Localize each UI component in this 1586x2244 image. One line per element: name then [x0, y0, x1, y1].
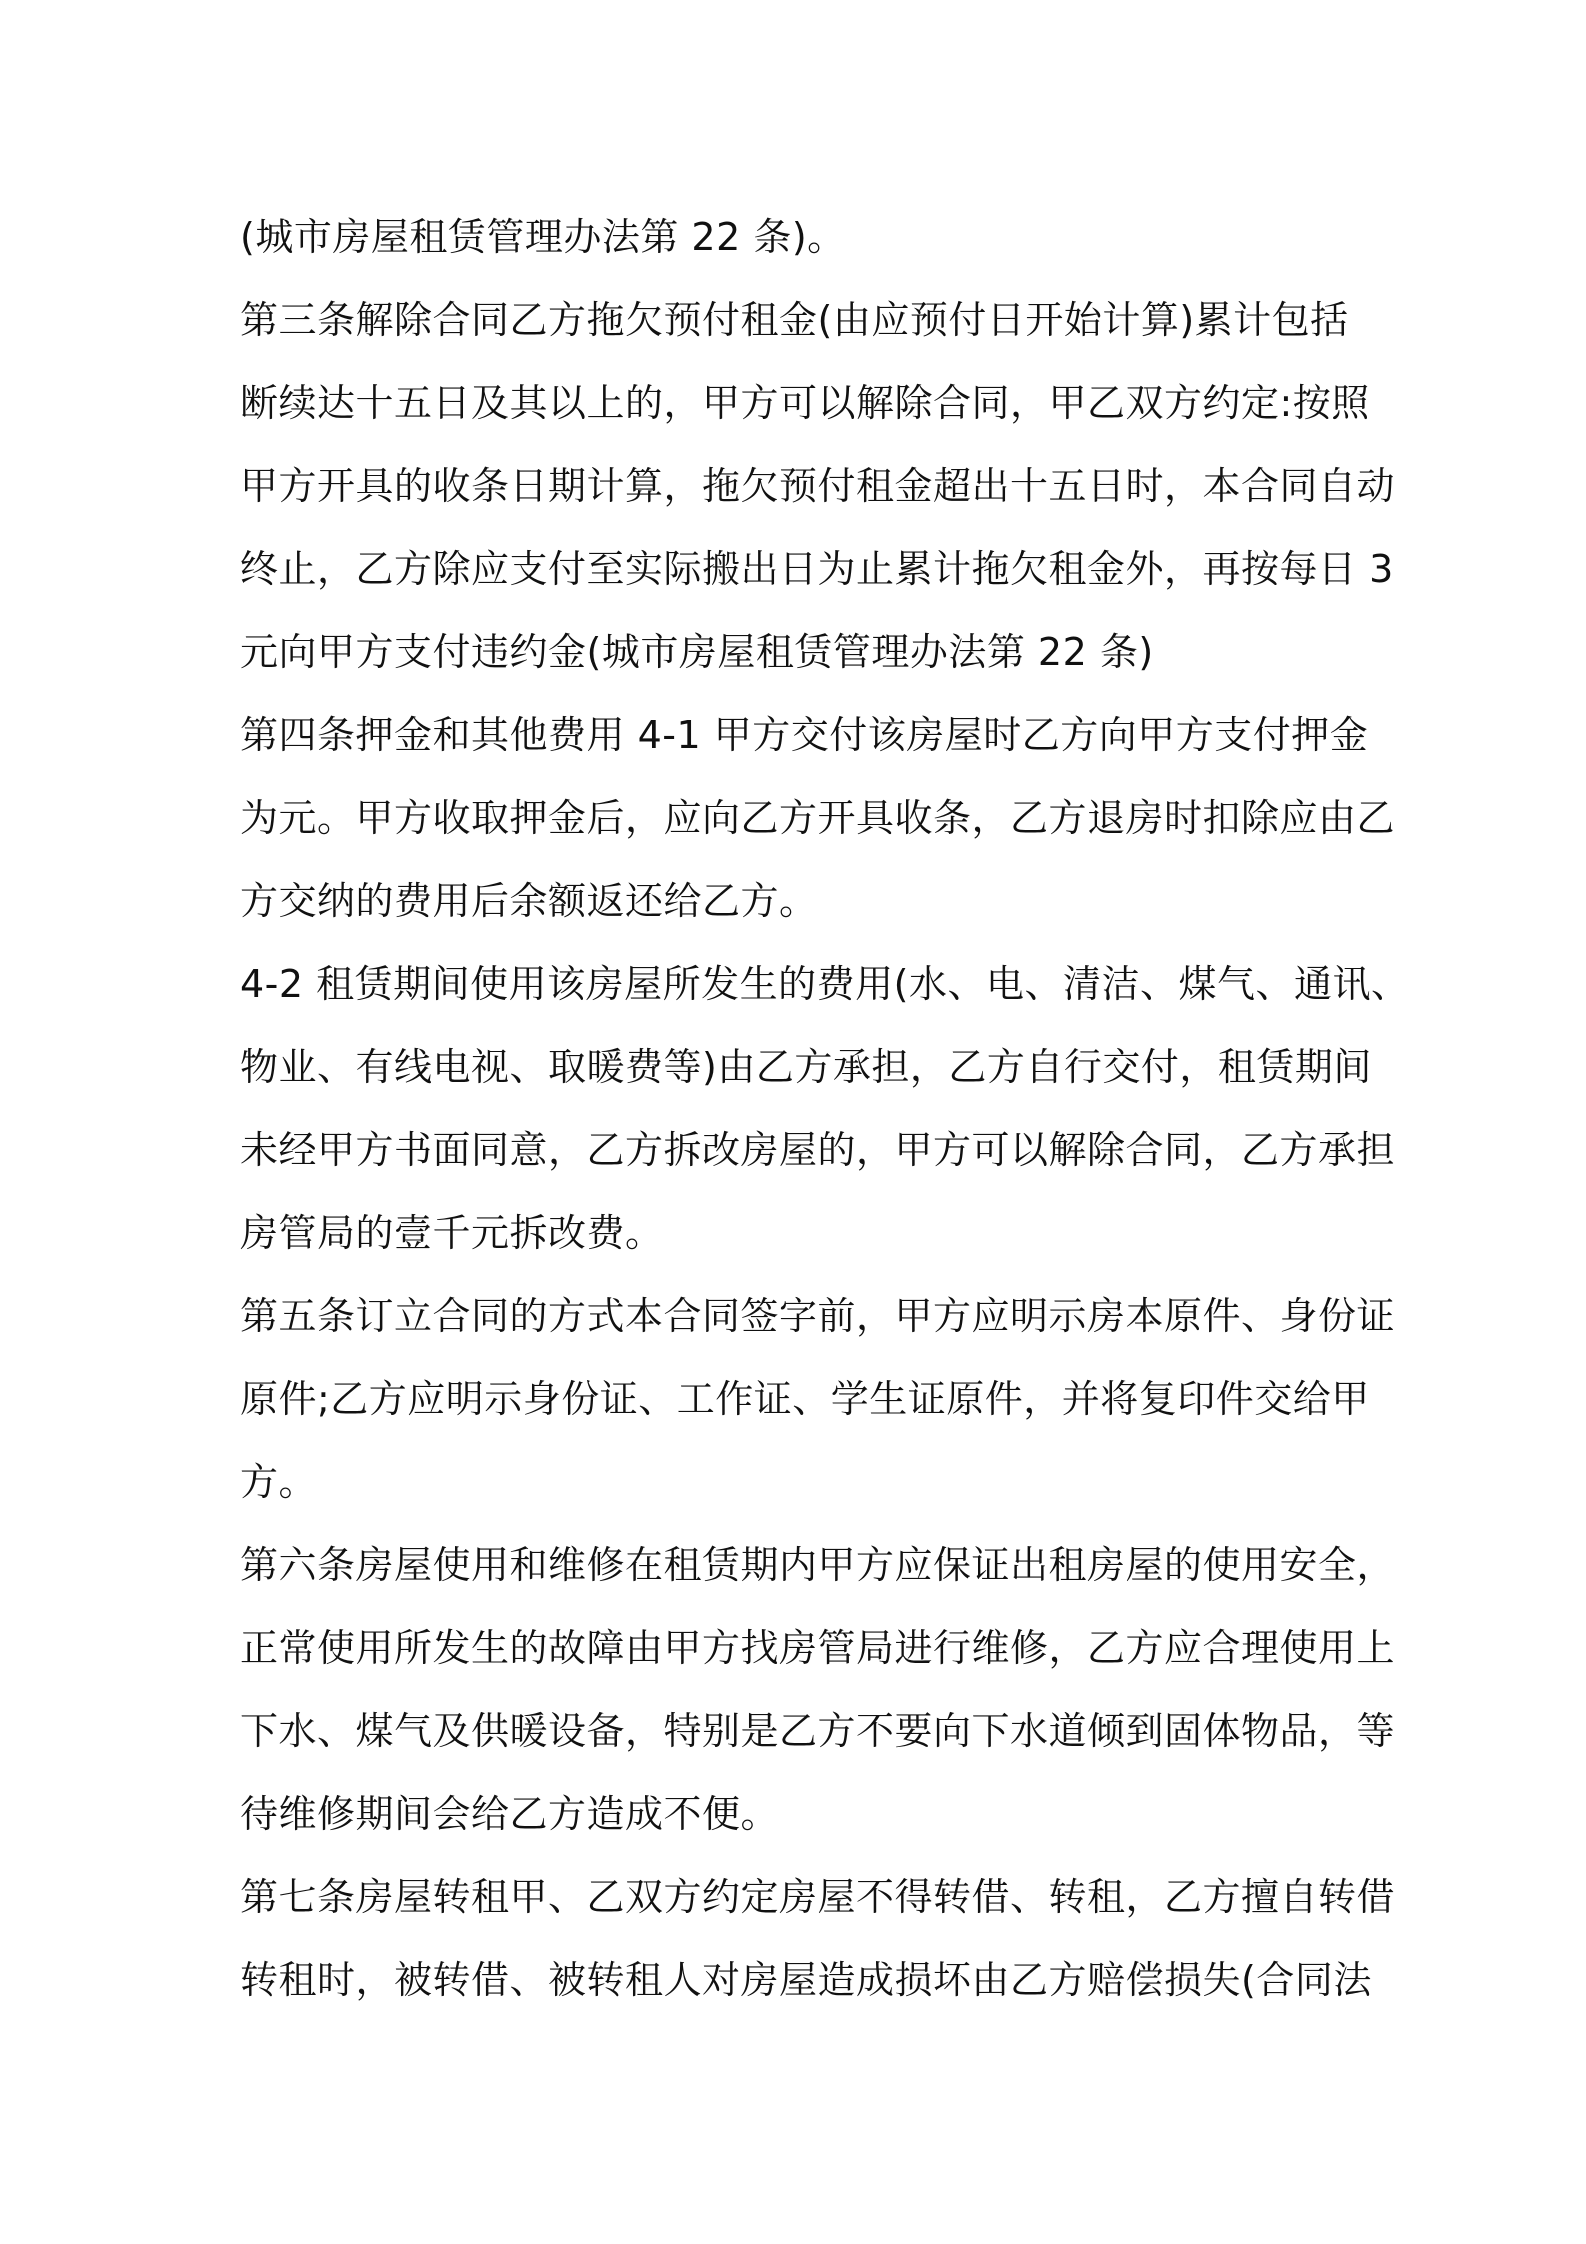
text-line: 4-2 租赁期间使用该房屋所发生的费用(水、电、清洁、煤气、通讯、: [240, 962, 1410, 1006]
text-line: 下水、煤气及供暖设备，特别是乙方不要向下水道倾到固体物品，等: [240, 1709, 1396, 1753]
text-line: 方交纳的费用后余额返还给乙方。: [240, 879, 818, 923]
text-line: 转租时，被转借、被转租人对房屋造成损坏由乙方赔偿损失(合同法: [240, 1958, 1372, 2002]
text-line: 第五条订立合同的方式本合同签字前，甲方应明示房本原件、身份证: [240, 1294, 1396, 1338]
text-line: 原件;乙方应明示身份证、工作证、学生证原件，并将复印件交给甲: [240, 1377, 1370, 1421]
text-line: 正常使用所发生的故障由甲方找房管局进行维修，乙方应合理使用上: [240, 1626, 1396, 1670]
text-line: 第七条房屋转租甲、乙双方约定房屋不得转借、转租，乙方擅自转借: [240, 1875, 1396, 1919]
text-line: 第六条房屋使用和维修在租赁期内甲方应保证出租房屋的使用安全，: [240, 1543, 1396, 1587]
text-line: (城市房屋租赁管理办法第 22 条)。: [240, 215, 846, 259]
text-line: 第三条解除合同乙方拖欠预付租金(由应预付日开始计算)累计包括: [240, 298, 1349, 342]
text-line: 物业、有线电视、取暖费等)由乙方承担，乙方自行交付，租赁期间: [240, 1045, 1372, 1089]
text-line: 甲方开具的收条日期计算，拖欠预付租金超出十五日时，本合同自动: [240, 464, 1396, 508]
text-line: 为元。甲方收取押金后，应向乙方开具收条，乙方退房时扣除应由乙: [240, 796, 1396, 840]
text-line: 元向甲方支付违约金(城市房屋租赁管理办法第 22 条): [240, 630, 1154, 674]
text-line: 第四条押金和其他费用 4-1 甲方交付该房屋时乙方向甲方支付押金: [240, 713, 1369, 757]
text-line: 断续达十五日及其以上的，甲方可以解除合同，甲乙双方约定:按照: [240, 381, 1370, 425]
text-line: 待维修期间会给乙方造成不便。: [240, 1792, 780, 1836]
text-line: 房管局的壹千元拆改费。: [240, 1211, 664, 1255]
text-line: 方。: [240, 1460, 318, 1504]
text-line: 终止，乙方除应支付至实际搬出日为止累计拖欠租金外，再按每日 3: [240, 547, 1394, 591]
contract-text-body: [240, 196, 1410, 2022]
text-line: 未经甲方书面同意，乙方拆改房屋的，甲方可以解除合同，乙方承担: [240, 1128, 1396, 1172]
